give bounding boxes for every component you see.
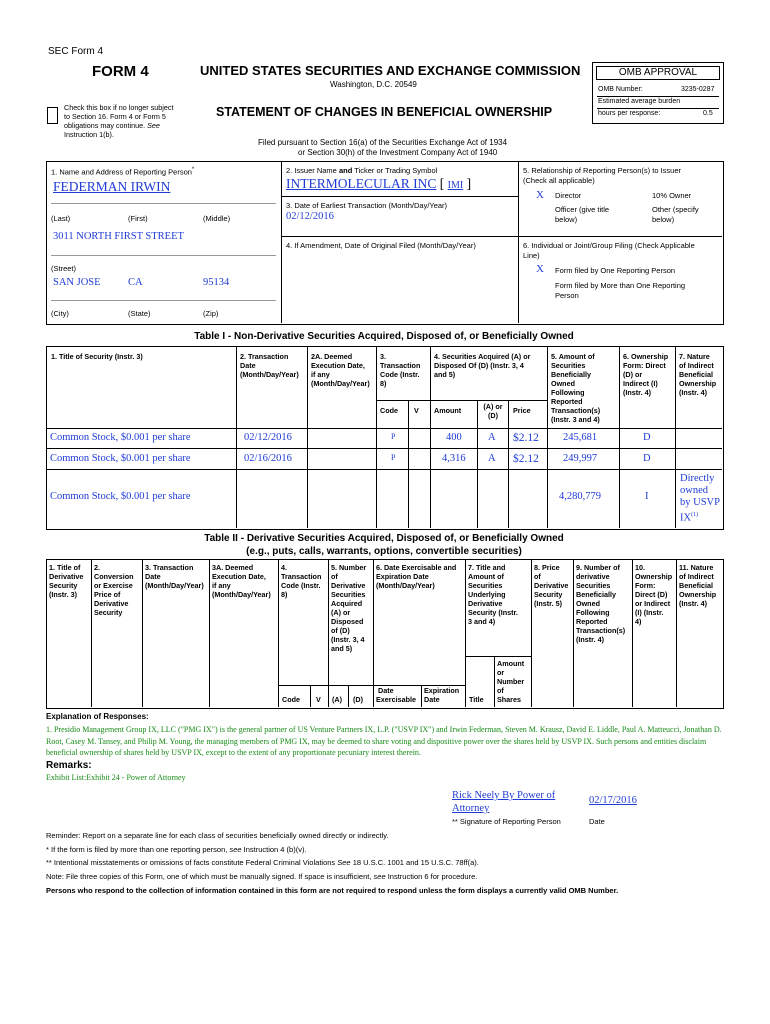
signature-date: 02/17/2016 <box>589 795 637 806</box>
t2-sub-amount: Amount or Number of Shares <box>497 659 525 704</box>
box5-label: 5. Relationship of Reporting Person(s) to Issuer (Check all applicable) <box>523 166 681 185</box>
explanation-text: 1. Presidio Management Group IX, LLC ("PMG IX") is the general partner of US Venture Partners IX, L.P. ("USVP IX") and Irwin Federman, Steven M. Krausz, David E. Liddle, Paul A. Matteucci, Jonathan D. Root, Casey M. Tansey, and Philip M. Young, the managing members of PMG IX, may be deemed to share voting and dispositive power over the shares held by USVP IX. Such persons and entities disclaim beneficial ownership of shares held by USVP IX, except to the extent of any proportionate pecuniary interest therein. <box>46 725 722 757</box>
t1-sub-amount: Amount <box>434 406 462 415</box>
reporting-person-name[interactable]: FEDERMAN IRWIN <box>53 179 171 194</box>
sec-form-label: SEC Form 4 <box>48 46 104 57</box>
t2-h5: 5. Number of Derivative Securities Acquired (A) or Disposed of (D) (Instr. 3, 4 and 5) <box>331 563 367 653</box>
earliest-transaction-date: 02/12/2016 <box>286 211 334 222</box>
t1-r1-owned: 245,681 <box>563 432 598 443</box>
director-mark[interactable]: X <box>536 189 544 201</box>
statement-title: STATEMENT OF CHANGES IN BENEFICIAL OWNERSHIP <box>216 105 553 119</box>
omb-title: OMB APPROVAL <box>596 66 720 80</box>
t1-h2a: 2A. Deemed Execution Date, if any (Month/Day/Year) <box>311 352 370 388</box>
omb-hours-label: hours per response: <box>598 110 661 117</box>
signature-label: ** Signature of Reporting Person <box>452 817 561 826</box>
t1-r2-code: P <box>391 453 396 462</box>
agency-address: Washington, D.C. 20549 <box>330 80 417 89</box>
t1-r3-owned: 4,280,779 <box>559 491 601 502</box>
t1-h6: 6. Ownership Form: Direct (D) or Indirect (I) (Instr. 4) <box>623 352 669 397</box>
other-label: Other (specify below) <box>652 205 699 224</box>
city-label: (City) <box>51 309 69 318</box>
t2-h2: 2. Conversion or Exercise Price of Derivative Security <box>94 563 134 617</box>
box3-label: 3. Date of Earliest Transaction (Month/Day/Year) <box>286 201 448 210</box>
t1-r2-date: 02/16/2016 <box>244 453 292 464</box>
t2-h8: 8. Price of Derivative Security (Instr. 5) <box>534 563 569 608</box>
t1-sub-price: Price <box>513 406 531 415</box>
city-value: SAN JOSE <box>53 277 101 288</box>
omb-box <box>592 62 724 124</box>
reminder-text: Reminder: Report on a separate line for each class of securities beneficially owned directly or indirectly. <box>46 831 389 840</box>
t2-h11: 11. Nature of Indirect Beneficial Ownership (Instr. 4) <box>679 563 717 608</box>
form-title: FORM 4 <box>92 63 149 80</box>
t2-h3: 3. Transaction Date (Month/Day/Year) <box>145 563 204 590</box>
box2-label: 2. Issuer Name and Ticker or Trading Symbol <box>286 166 438 175</box>
table-row: Common Stock, $0.001 per share <box>50 491 191 502</box>
t2-h7: 7. Title and Amount of Securities Underlying Derivative Security (Instr. 3 and 4) <box>468 563 518 626</box>
t1-sub-v: V <box>414 406 419 415</box>
omb-number-label: OMB Number: <box>598 86 643 93</box>
state-label: (State) <box>128 309 151 318</box>
t1-h4: 4. Securities Acquired (A) or Disposed Of (D) (Instr. 3, 4 and 5) <box>434 352 531 379</box>
t1-sub-code: Code <box>380 406 398 415</box>
t1-h3: 3. Transaction Code (Instr. 8) <box>380 352 421 388</box>
table-row: Common Stock, $0.001 per share <box>50 453 191 464</box>
table2-title: Table II - Derivative Securities Acquired, Disposed of, or Beneficially Owned (e.g., puts, calls, warrants, options, convertible securities) <box>204 533 564 557</box>
t1-r2-owned: 249,997 <box>563 453 598 464</box>
remarks-label: Remarks: <box>46 760 92 771</box>
t1-r2-ad: A <box>488 453 496 464</box>
t2-sub-d: (D) <box>353 695 363 704</box>
date-label: Date <box>589 817 605 826</box>
t2-sub-expiration: Expiration Date <box>424 686 460 704</box>
table1-title: Table I - Non-Derivative Securities Acquired, Disposed of, or Beneficially Owned <box>194 331 574 342</box>
t1-r1-price: $2.12 <box>513 432 539 444</box>
remarks-text: Exhibit List:Exhibit 24 - Power of Attorney <box>46 773 186 782</box>
t1-r3-nature: Directly owned by USVP IX$^{(1)}$ <box>680 473 720 524</box>
t1-sub-ad: (A) or (D) <box>483 402 503 420</box>
t1-r2-amount: 4,316 <box>442 453 466 464</box>
t1-r3-form: I <box>645 491 649 502</box>
footnote-2: ** Intentional misstatements or omissions of facts constitute Federal Criminal Violations See 18 U.S.C. 1001 and 15 U.S.C. 78ff(a). <box>46 858 479 867</box>
box4-label: 4. If Amendment, Date of Original Filed (Month/Day/Year) <box>286 241 476 250</box>
footnote-3: Note: File three copies of this Form, one of which must be manually signed. If space is insufficient, see Instruction 6 for procedure. <box>46 872 478 881</box>
t1-r2-price: $2.12 <box>513 453 539 465</box>
omb-number: 3235-0287 <box>681 86 715 93</box>
t1-h5: 5. Amount of Securities Beneficially Owned Following Reported Transaction(s) (Instr. 3 and 4) <box>551 352 601 424</box>
t1-h2: 2. Transaction Date (Month/Day/Year) <box>240 352 299 379</box>
t2-sub-code: Code <box>282 695 300 704</box>
explanation-label: Explanation of Responses: <box>46 712 149 721</box>
zip-label: (Zip) <box>203 309 219 318</box>
t1-r1-amount: 400 <box>446 432 462 443</box>
omb-hours: 0.5 <box>703 110 713 117</box>
one-reporting-mark[interactable]: X <box>536 263 544 275</box>
zip-value: 95134 <box>203 277 230 288</box>
t2-sub-date-exercisable: Date Exercisable <box>376 686 416 704</box>
t1-r2-form: D <box>643 453 651 464</box>
t1-r1-code: P <box>391 432 396 441</box>
last-label: (Last) <box>51 214 71 223</box>
t2-h6: 6. Date Exercisable and Expiration Date (Month/Day/Year) <box>376 563 457 590</box>
middle-label: (Middle) <box>203 214 231 223</box>
ten-pct-owner-label: 10% Owner <box>652 191 692 200</box>
t1-r1-date: 02/12/2016 <box>244 432 292 443</box>
agency-title: UNITED STATES SECURITIES AND EXCHANGE COMMISSION <box>200 63 581 78</box>
first-label: (First) <box>128 214 148 223</box>
checkbox-label: Check this box if no longer subject to Section 16. Form 4 or Form 5 obligations may continue. See Instruction 1(b). <box>64 103 174 139</box>
t1-r1-ad: A <box>488 432 496 443</box>
officer-label: Officer (give title below) <box>555 205 610 224</box>
t2-sub-v: V <box>316 695 321 704</box>
street-value: 3011 NORTH FIRST STREET <box>53 231 184 242</box>
t1-h7: 7. Nature of Indirect Beneficial Ownership (Instr. 4) <box>679 352 717 397</box>
omb-burden-label: Estimated average burden <box>598 98 681 105</box>
more-reporting-label: Form filed by More than One Reporting Person <box>555 281 686 300</box>
filed-pursuant-2: or Section 30(h) of the Investment Company Act of 1940 <box>298 148 498 157</box>
one-reporting-label: Form filed by One Reporting Person <box>555 266 676 275</box>
t2-sub-a: (A) <box>332 695 342 704</box>
box1-label: 1. Name and Address of Reporting Person* <box>51 167 195 177</box>
issuer-ticker[interactable]: IMI <box>447 180 464 191</box>
no-longer-subject-checkbox[interactable] <box>47 107 58 124</box>
t1-h1: 1. Title of Security (Instr. 3) <box>51 352 143 361</box>
t2-sub-title: Title <box>469 695 484 704</box>
filed-pursuant-1: Filed pursuant to Section 16(a) of the Securities Exchange Act of 1934 <box>258 138 508 147</box>
street-label: (Street) <box>51 264 77 273</box>
signature-name: Rick Neely By Power of Attorney <box>452 790 556 814</box>
t1-r1-form: D <box>643 432 651 443</box>
issuer-name[interactable]: INTERMOLECULAR INC <box>286 176 437 191</box>
t2-h3a: 3A. Deemed Execution Date, if any (Month/Day/Year) <box>212 563 271 599</box>
footnote-1: * If the form is filed by more than one reporting person, see Instruction 4 (b)(v). <box>46 845 307 854</box>
t2-h4: 4. Transaction Code (Instr. 8) <box>281 563 322 599</box>
state-value: CA <box>128 277 143 288</box>
issuer-line: INTERMOLECULAR INC [ IMI ] <box>286 176 472 191</box>
omb-notice: Persons who respond to the collection of information contained in this form are not required to respond unless the form displays a currently valid OMB Number. <box>46 886 619 895</box>
director-label: Director <box>555 191 582 200</box>
t2-h1: 1. Title of Derivative Security (Instr. 3) <box>49 563 84 599</box>
t2-h9: 9. Number of derivative Securities Beneficially Owned Following Reported Transaction(s) (Instr. 4) <box>576 563 626 644</box>
table-row: Common Stock, $0.001 per share <box>50 432 191 443</box>
box6-label: 6. Individual or Joint/Group Filing (Check Applicable Line) <box>523 241 695 260</box>
t2-h10: 10. Ownership Form: Direct (D) or Indirect (I) (Instr. 4) <box>635 563 673 626</box>
